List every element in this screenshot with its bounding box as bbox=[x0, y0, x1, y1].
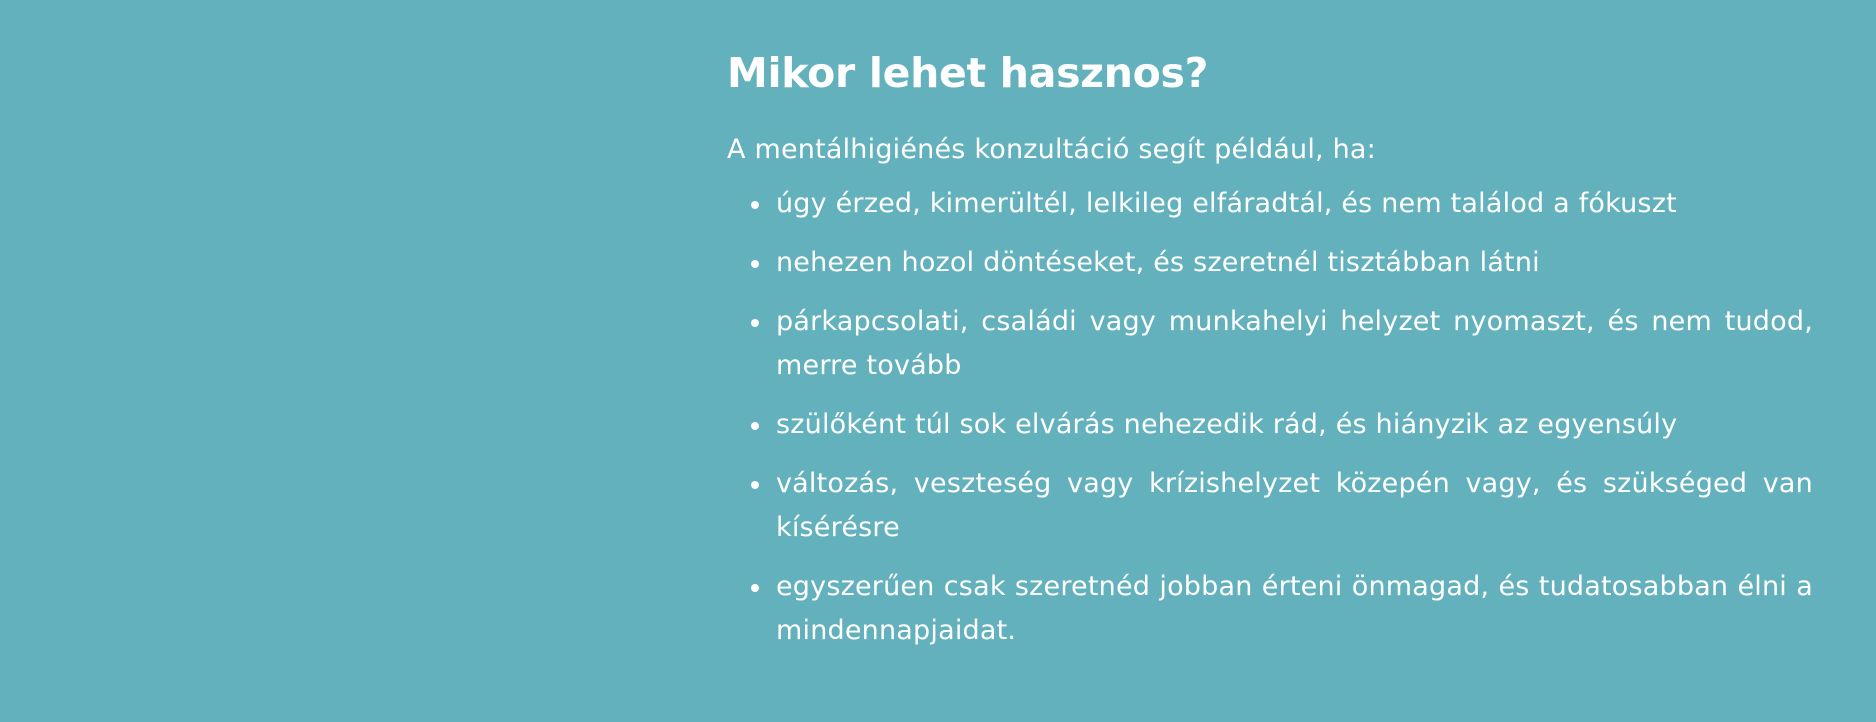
list-item-text: egyszerűen csak szeretnéd jobban érteni önmagad, és tudatosabban élni a mindennapjaidat. bbox=[776, 571, 1813, 646]
section-heading: Mikor lehet hasznos? bbox=[727, 49, 1209, 97]
list-item bbox=[727, 462, 1813, 550]
list-item-text: párkapcsolati, családi vagy munkahelyi helyzet nyomaszt, és nem tudod, merre tovább bbox=[776, 306, 1813, 381]
list-item bbox=[727, 403, 1813, 447]
list-item bbox=[727, 300, 1813, 388]
bullet-icon bbox=[751, 260, 759, 268]
list-item-text: szülőként túl sok elvárás nehezedik rád, és hiányzik az egyensúly bbox=[776, 409, 1678, 440]
bullet-icon bbox=[751, 201, 759, 209]
bullet-icon bbox=[751, 481, 759, 489]
bullet-icon bbox=[751, 422, 759, 430]
list-item-text: úgy érzed, kimerültél, lelkileg elfáradtál, és nem találod a fókuszt bbox=[776, 188, 1677, 219]
list-item-text: változás, veszteség vagy krízishelyzet közepén vagy, és szükséged van kísérésre bbox=[776, 468, 1813, 543]
bullet-icon bbox=[751, 584, 759, 592]
bullet-icon bbox=[751, 319, 759, 327]
list-item-text: nehezen hozol döntéseket, és szeretnél tisztábban látni bbox=[776, 247, 1540, 278]
content-section bbox=[727, 44, 1813, 668]
list-item bbox=[727, 182, 1813, 226]
benefit-list bbox=[727, 182, 1813, 653]
list-item bbox=[727, 241, 1813, 285]
intro-text: A mentálhigiénés konzultáció segít például, ha: bbox=[727, 134, 1376, 165]
list-item bbox=[727, 565, 1813, 653]
